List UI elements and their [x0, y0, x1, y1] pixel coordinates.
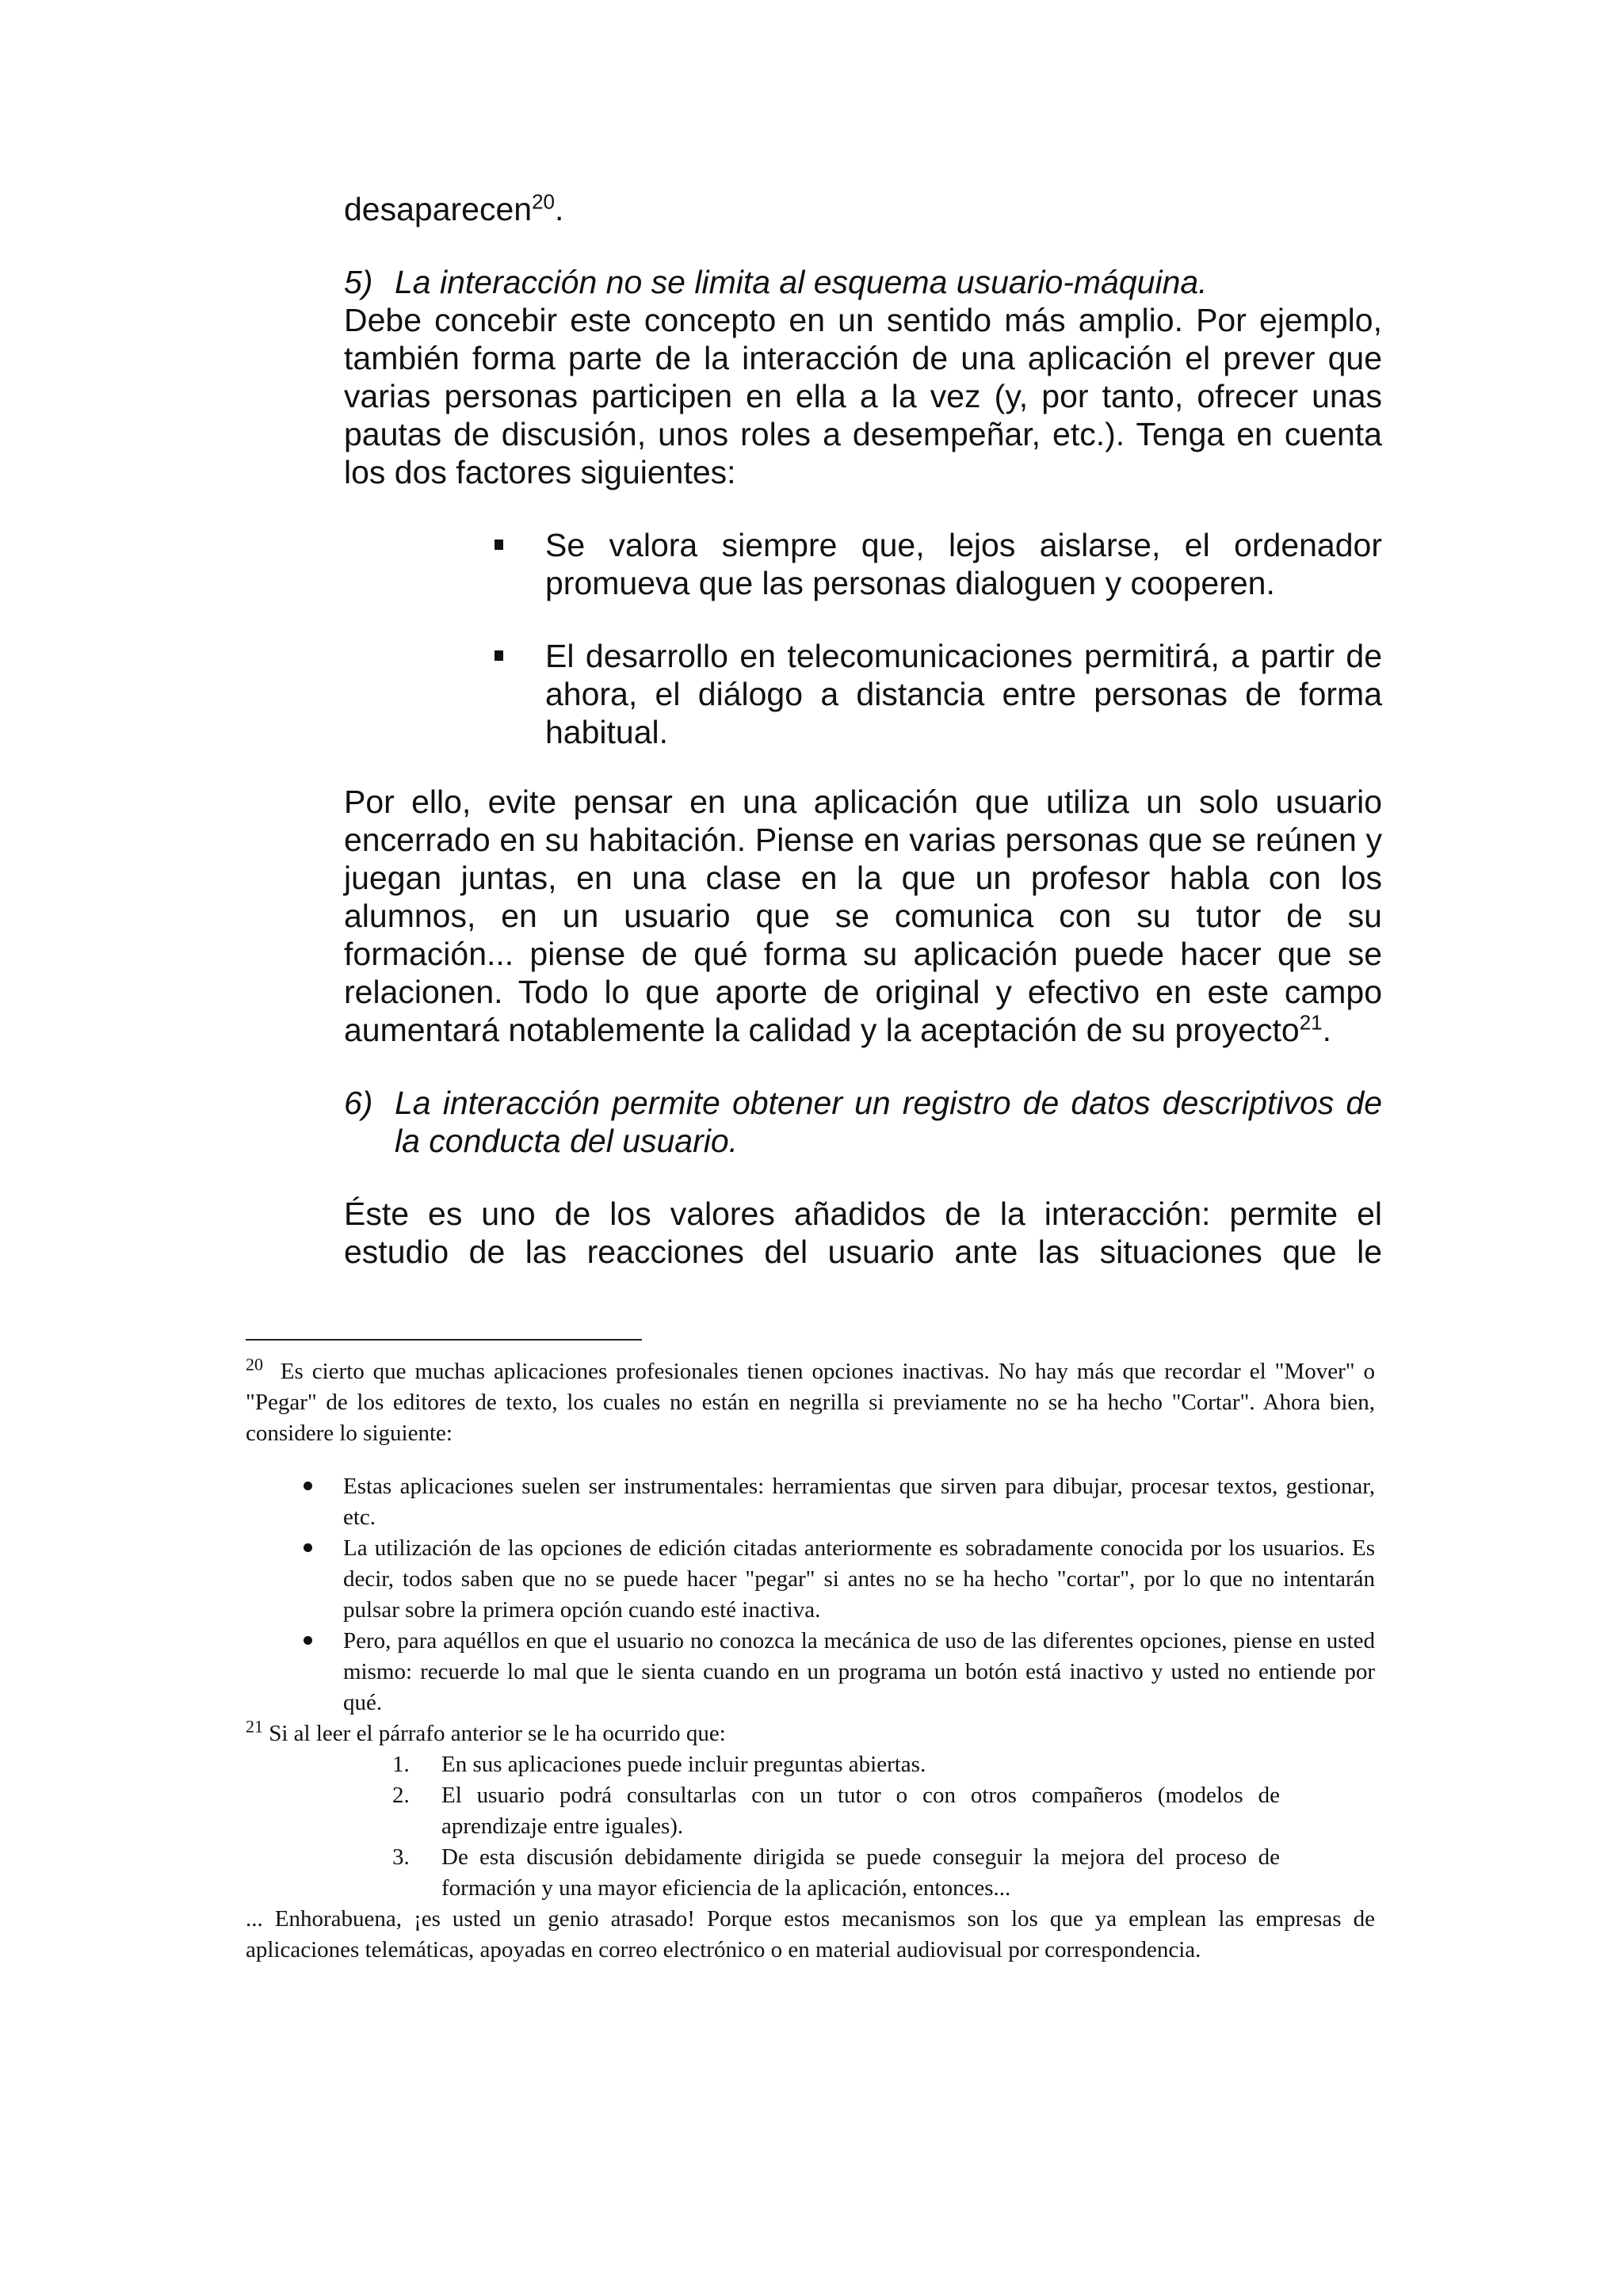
heading-number: 6)	[344, 1085, 373, 1121]
paragraph-interaction: Debe concebir este concepto en un sentido más amplio. Por ejemplo, también forma parte de la interacción de una aplicación el prever que varias personas participen en ella a la vez (y, por tanto, ofrecer unas pautas de discusión, unos roles a desempeñar, etc.). Tenga en cuenta los dos factores siguientes:	[344, 302, 1382, 490]
bullet-icon	[293, 1471, 343, 1533]
list-item-text: Estas aplicaciones suelen ser instrumentales: herramientas que sirven para dibujar, procesar textos, gestionar, etc.	[343, 1474, 1375, 1530]
footnote-separator	[246, 1339, 642, 1341]
list-item-text: El usuario podrá consultarlas con un tutor o con otros compañeros (modelos de aprendizaje entre iguales).	[441, 1783, 1280, 1839]
paragraph-relations	[344, 783, 1382, 1049]
square-bullet-icon	[495, 637, 545, 751]
footnote-21	[246, 1718, 1375, 1749]
list-item	[293, 1626, 1375, 1718]
heading-text: La interacción permite obtener un registro de datos descriptivos de la conducta del usuario.	[395, 1085, 1382, 1159]
item-number: 3.	[392, 1844, 410, 1870]
heading-number: 5)	[344, 264, 373, 300]
footnote-ref-20: 20	[532, 189, 555, 214]
continuation-line	[344, 190, 1382, 228]
continuation-end: .	[555, 191, 564, 227]
footnote-20	[246, 1356, 1375, 1449]
square-bullet-icon	[495, 526, 545, 602]
list-item	[392, 1749, 1280, 1780]
footnote-text: Es cierto que muchas aplicaciones profesionales tienen opciones inactivas. No hay más que recordar el "Mover" o "Pegar" de los editores de texto, los cuales no están en negrilla si previamente no se ha hecho "Cortar". Ahora bien, considere lo siguiente:	[246, 1359, 1375, 1446]
continuation-text: desaparecen	[344, 191, 533, 227]
footnote-number: 20	[246, 1354, 263, 1375]
list-item-text: El desarrollo en telecomunicaciones permitirá, a partir de ahora, el diálogo a distancia entre personas de forma habitual.	[545, 638, 1382, 750]
footnote-number: 21	[246, 1716, 263, 1737]
paragraph-end: .	[1322, 1012, 1332, 1048]
item-number: 1.	[392, 1752, 410, 1777]
factors-list	[495, 526, 1382, 751]
list-item-text: La utilización de las opciones de edición citadas anteriormente es sobradamente conocida por los usuarios. Es decir, todos saben que no se puede hacer "pegar" si antes no se ha hecho "cortar", por lo que no intentarán pulsar sobre la primera opción cuando esté inactiva.	[343, 1535, 1375, 1623]
section-heading-6	[344, 1084, 1382, 1160]
list-item	[293, 1533, 1375, 1626]
paragraph-added-value: Éste es uno de los valores añadidos de la interacción: permite el estudio de las reacciones del usuario ante las situaciones que le	[344, 1196, 1382, 1270]
paragraph-text: Por ello, evite pensar en una aplicación que utiliza un solo usuario encerrado en su habitación. Piense en varias personas que se reúnen y juegan juntas, en una clase en la que un profesor habla con los alumnos, en un usuario que se comunica con su tutor de su formación... piense de qué forma su aplicación puede hacer que se relacionen. Todo lo que aporte de original y efectivo en este campo aumentará notablemente la calidad y la aceptación de su proyecto	[344, 784, 1382, 1048]
list-item-text: En sus aplicaciones puede incluir preguntas abiertas.	[441, 1752, 926, 1777]
footnote-21-list	[392, 1749, 1280, 1904]
footnote-20-list	[293, 1471, 1375, 1718]
list-item-text: Pero, para aquéllos en que el usuario no conozca la mecánica de uso de las diferentes opciones, piense en usted mismo: recuerde lo mal que le sienta cuando en un programa un botón está inactivo y usted no entiende por qué.	[343, 1628, 1375, 1715]
section-heading-5	[344, 263, 1382, 301]
footnote-text: Si al leer el párrafo anterior se le ha ocurrido que:	[269, 1721, 726, 1746]
list-item	[495, 526, 1382, 602]
main-text	[344, 190, 1382, 1271]
footnote-ref-21: 21	[1299, 1010, 1323, 1035]
footnote-closing: ... Enhorabuena, ¡es usted un genio atrasado! Porque estos mecanismos son los que ya emplean las empresas de aplicaciones telemáticas, apoyadas en correo electrónico o en material audiovisual por correspondencia.	[246, 1906, 1375, 1962]
bullet-icon	[293, 1626, 343, 1718]
heading-text: La interacción no se limita al esquema usuario-máquina.	[395, 264, 1208, 300]
list-item	[392, 1842, 1280, 1904]
list-item	[293, 1471, 1375, 1533]
list-item	[392, 1780, 1280, 1842]
bullet-icon	[293, 1533, 343, 1626]
footnotes	[246, 1356, 1375, 1966]
list-item-text: Se valora siempre que, lejos aislarse, el ordenador promueva que las personas dialoguen y cooperen.	[545, 527, 1382, 601]
list-item	[495, 637, 1382, 751]
item-number: 2.	[392, 1783, 410, 1808]
list-item-text: De esta discusión debidamente dirigida se puede conseguir la mejora del proceso de formación y una mayor eficiencia de la aplicación, entonces...	[441, 1844, 1280, 1901]
